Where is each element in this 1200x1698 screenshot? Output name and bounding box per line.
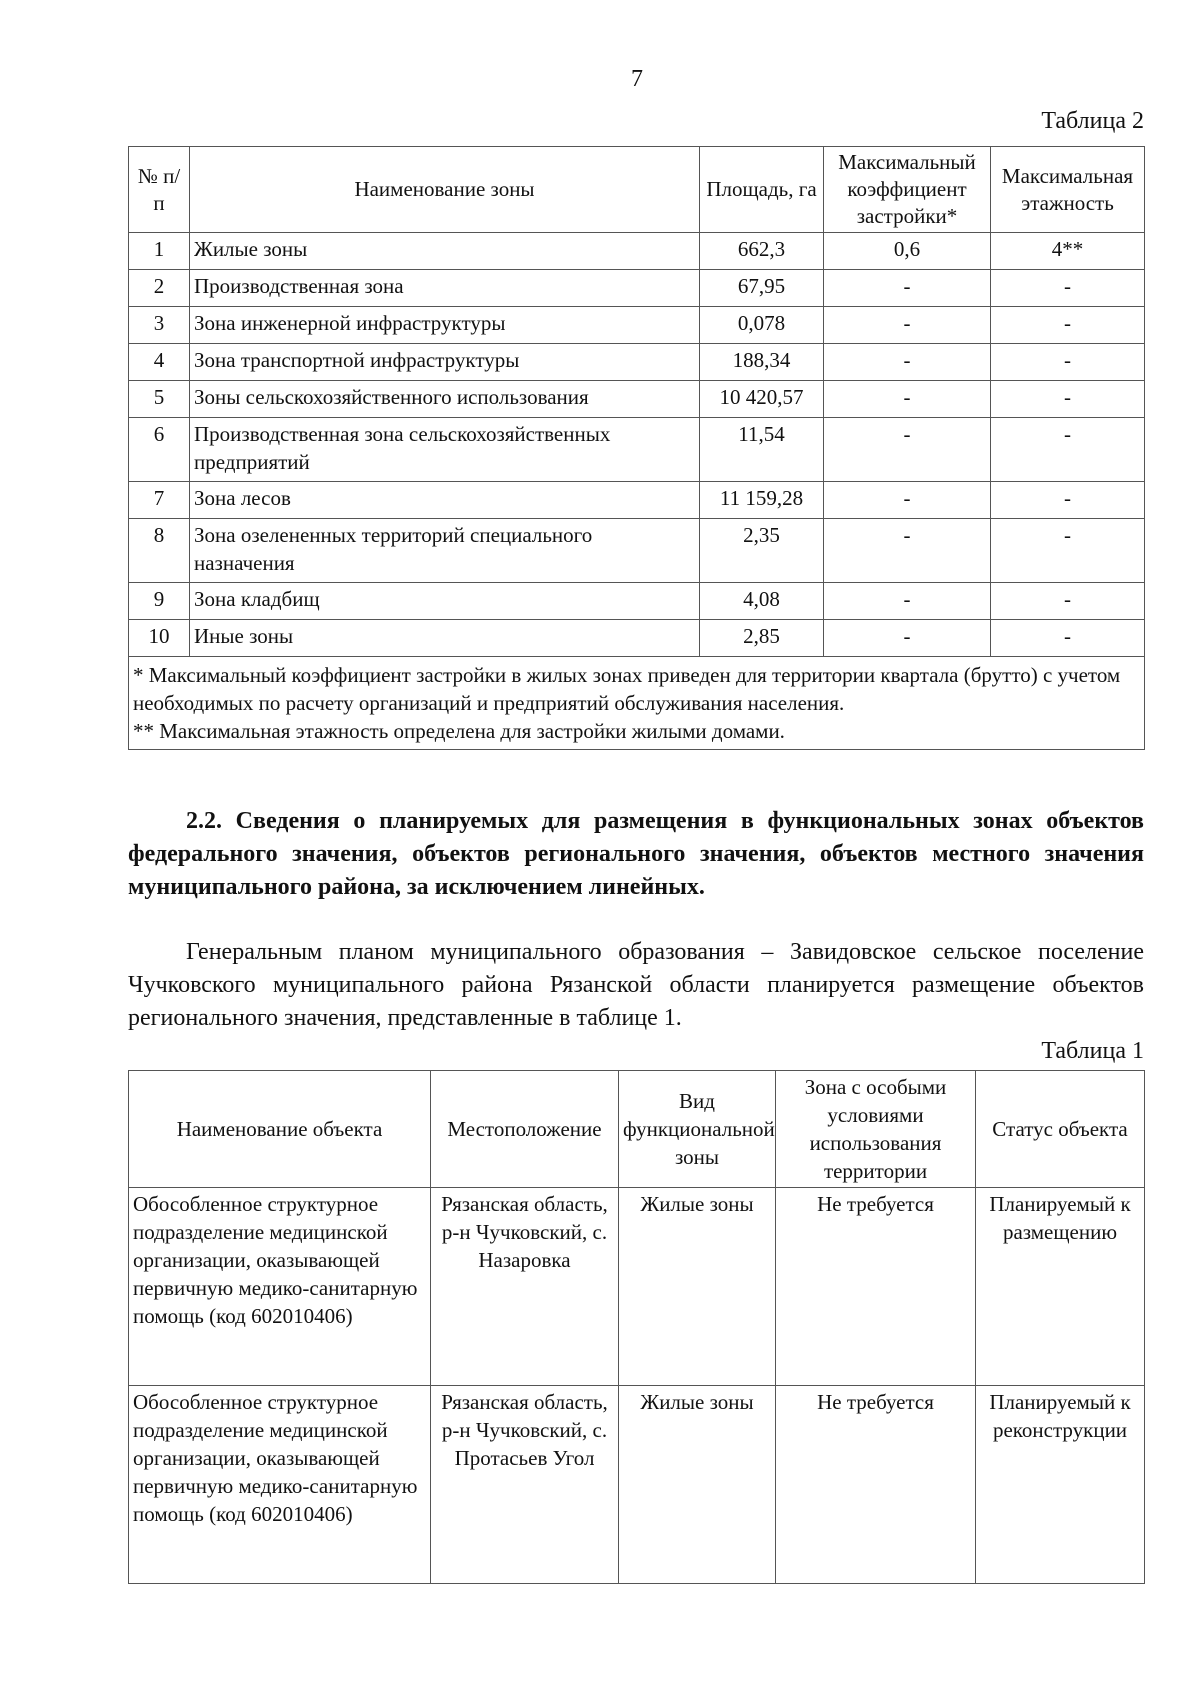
row-zone-name: Производственная зона сельскохозяйственных предприятий	[190, 418, 700, 482]
row-number: 10	[129, 620, 190, 657]
table-row	[129, 418, 1145, 482]
row-coefficient: -	[824, 270, 991, 307]
row-number: 3	[129, 307, 190, 344]
table-row	[129, 344, 1145, 381]
row-status: Планируемый к реконструкции	[976, 1386, 1145, 1584]
row-special-zone: Не требуется	[776, 1188, 976, 1386]
row-number: 8	[129, 519, 190, 583]
row-floors: -	[991, 307, 1145, 344]
header-zone-type: Вид функциональной зоны	[619, 1071, 776, 1188]
footnote-row	[129, 657, 1145, 750]
table-row	[129, 519, 1145, 583]
row-area: 0,078	[700, 307, 824, 344]
table2-caption: Таблица 2	[1041, 108, 1144, 134]
row-coefficient: -	[824, 482, 991, 519]
table-row	[129, 381, 1145, 418]
row-floors: -	[991, 344, 1145, 381]
footnote-floors: ** Максимальная этажность определена для застройки жилыми домами.	[133, 719, 785, 743]
row-floors: -	[991, 381, 1145, 418]
row-number: 1	[129, 233, 190, 270]
row-coefficient: -	[824, 344, 991, 381]
row-floors: -	[991, 482, 1145, 519]
row-coefficient: -	[824, 381, 991, 418]
table-footnotes	[129, 657, 1145, 750]
table1-caption: Таблица 1	[1041, 1038, 1144, 1064]
row-number: 9	[129, 583, 190, 620]
row-zone-type: Жилые зоны	[619, 1386, 776, 1584]
table-row	[129, 270, 1145, 307]
row-coefficient: -	[824, 583, 991, 620]
row-coefficient: -	[824, 620, 991, 657]
row-special-zone: Не требуется	[776, 1386, 976, 1584]
row-coefficient: -	[824, 418, 991, 482]
header-coefficient: Максимальный коэффициент застройки*	[824, 147, 991, 233]
table-row	[129, 482, 1145, 519]
row-floors: 4**	[991, 233, 1145, 270]
row-floors: -	[991, 418, 1145, 482]
row-number: 5	[129, 381, 190, 418]
header-area: Площадь, га	[700, 147, 824, 233]
zones-table	[128, 146, 1145, 750]
intro-paragraph: Генеральным планом муниципального образования – Завидовское сельское поселение Чучковского муниципального района Рязанской области планируется размещение объектов регионального значения, представленные в таблице 1.	[128, 939, 1144, 1031]
row-zone-name: Жилые зоны	[190, 233, 700, 270]
table-header-row	[129, 1071, 1145, 1188]
page-number: 7	[631, 66, 643, 92]
row-area: 11 159,28	[700, 482, 824, 519]
objects-table	[128, 1070, 1145, 1584]
row-area: 4,08	[700, 583, 824, 620]
row-number: 6	[129, 418, 190, 482]
row-floors: -	[991, 519, 1145, 583]
header-zone-name: Наименование зоны	[190, 147, 700, 233]
row-status: Планируемый к размещению	[976, 1188, 1145, 1386]
table-row	[129, 233, 1145, 270]
row-number: 2	[129, 270, 190, 307]
row-zone-name: Зона инженерной инфраструктуры	[190, 307, 700, 344]
footnote-coefficient: * Максимальный коэффициент застройки в жилых зонах приведен для территории квартала (брутто) с учетом необходимых по расчету организаций и предприятий обслуживания населения.	[133, 663, 1121, 715]
row-location: Рязанская область, р-н Чучковский, с. Протасьев Угол	[431, 1386, 619, 1584]
row-zone-name: Зоны сельскохозяйственного использования	[190, 381, 700, 418]
row-area: 188,34	[700, 344, 824, 381]
row-coefficient: 0,6	[824, 233, 991, 270]
row-zone-name: Зона кладбищ	[190, 583, 700, 620]
row-object-name: Обособленное структурное подразделение медицинской организации, оказывающей первичную медико-санитарную помощь (код 602010406)	[129, 1386, 431, 1584]
row-zone-name: Зона лесов	[190, 482, 700, 519]
row-number: 7	[129, 482, 190, 519]
header-special-zone: Зона с особыми условиями использования территории	[776, 1071, 976, 1188]
row-area: 662,3	[700, 233, 824, 270]
table-row	[129, 1188, 1145, 1386]
header-object-name: Наименование объекта	[129, 1071, 431, 1188]
row-floors: -	[991, 583, 1145, 620]
row-zone-name: Зона транспортной инфраструктуры	[190, 344, 700, 381]
table-header-row	[129, 147, 1145, 233]
table-row	[129, 1386, 1145, 1584]
row-zone-name: Производственная зона	[190, 270, 700, 307]
row-coefficient: -	[824, 307, 991, 344]
section-heading: 2.2. Сведения о планируемых для размещения в функциональных зонах объектов федерального значения, объектов регионального значения, объектов местного значения муниципального района, за исключением линейных.	[128, 808, 1144, 900]
header-floors: Максимальная этажность	[991, 147, 1145, 233]
row-area: 2,85	[700, 620, 824, 657]
row-floors: -	[991, 270, 1145, 307]
row-location: Рязанская область, р-н Чучковский, с. Назаровка	[431, 1188, 619, 1386]
header-number: № п/п	[129, 147, 190, 233]
row-zone-type: Жилые зоны	[619, 1188, 776, 1386]
row-number: 4	[129, 344, 190, 381]
header-status: Статус объекта	[976, 1071, 1145, 1188]
table-row	[129, 620, 1145, 657]
row-area: 10 420,57	[700, 381, 824, 418]
row-zone-name: Иные зоны	[190, 620, 700, 657]
row-floors: -	[991, 620, 1145, 657]
row-zone-name: Зона озелененных территорий специального назначения	[190, 519, 700, 583]
row-area: 67,95	[700, 270, 824, 307]
table-row	[129, 583, 1145, 620]
header-location: Местоположение	[431, 1071, 619, 1188]
row-object-name: Обособленное структурное подразделение медицинской организации, оказывающей первичную медико-санитарную помощь (код 602010406)	[129, 1188, 431, 1386]
row-coefficient: -	[824, 519, 991, 583]
row-area: 11,54	[700, 418, 824, 482]
row-area: 2,35	[700, 519, 824, 583]
table-row	[129, 307, 1145, 344]
